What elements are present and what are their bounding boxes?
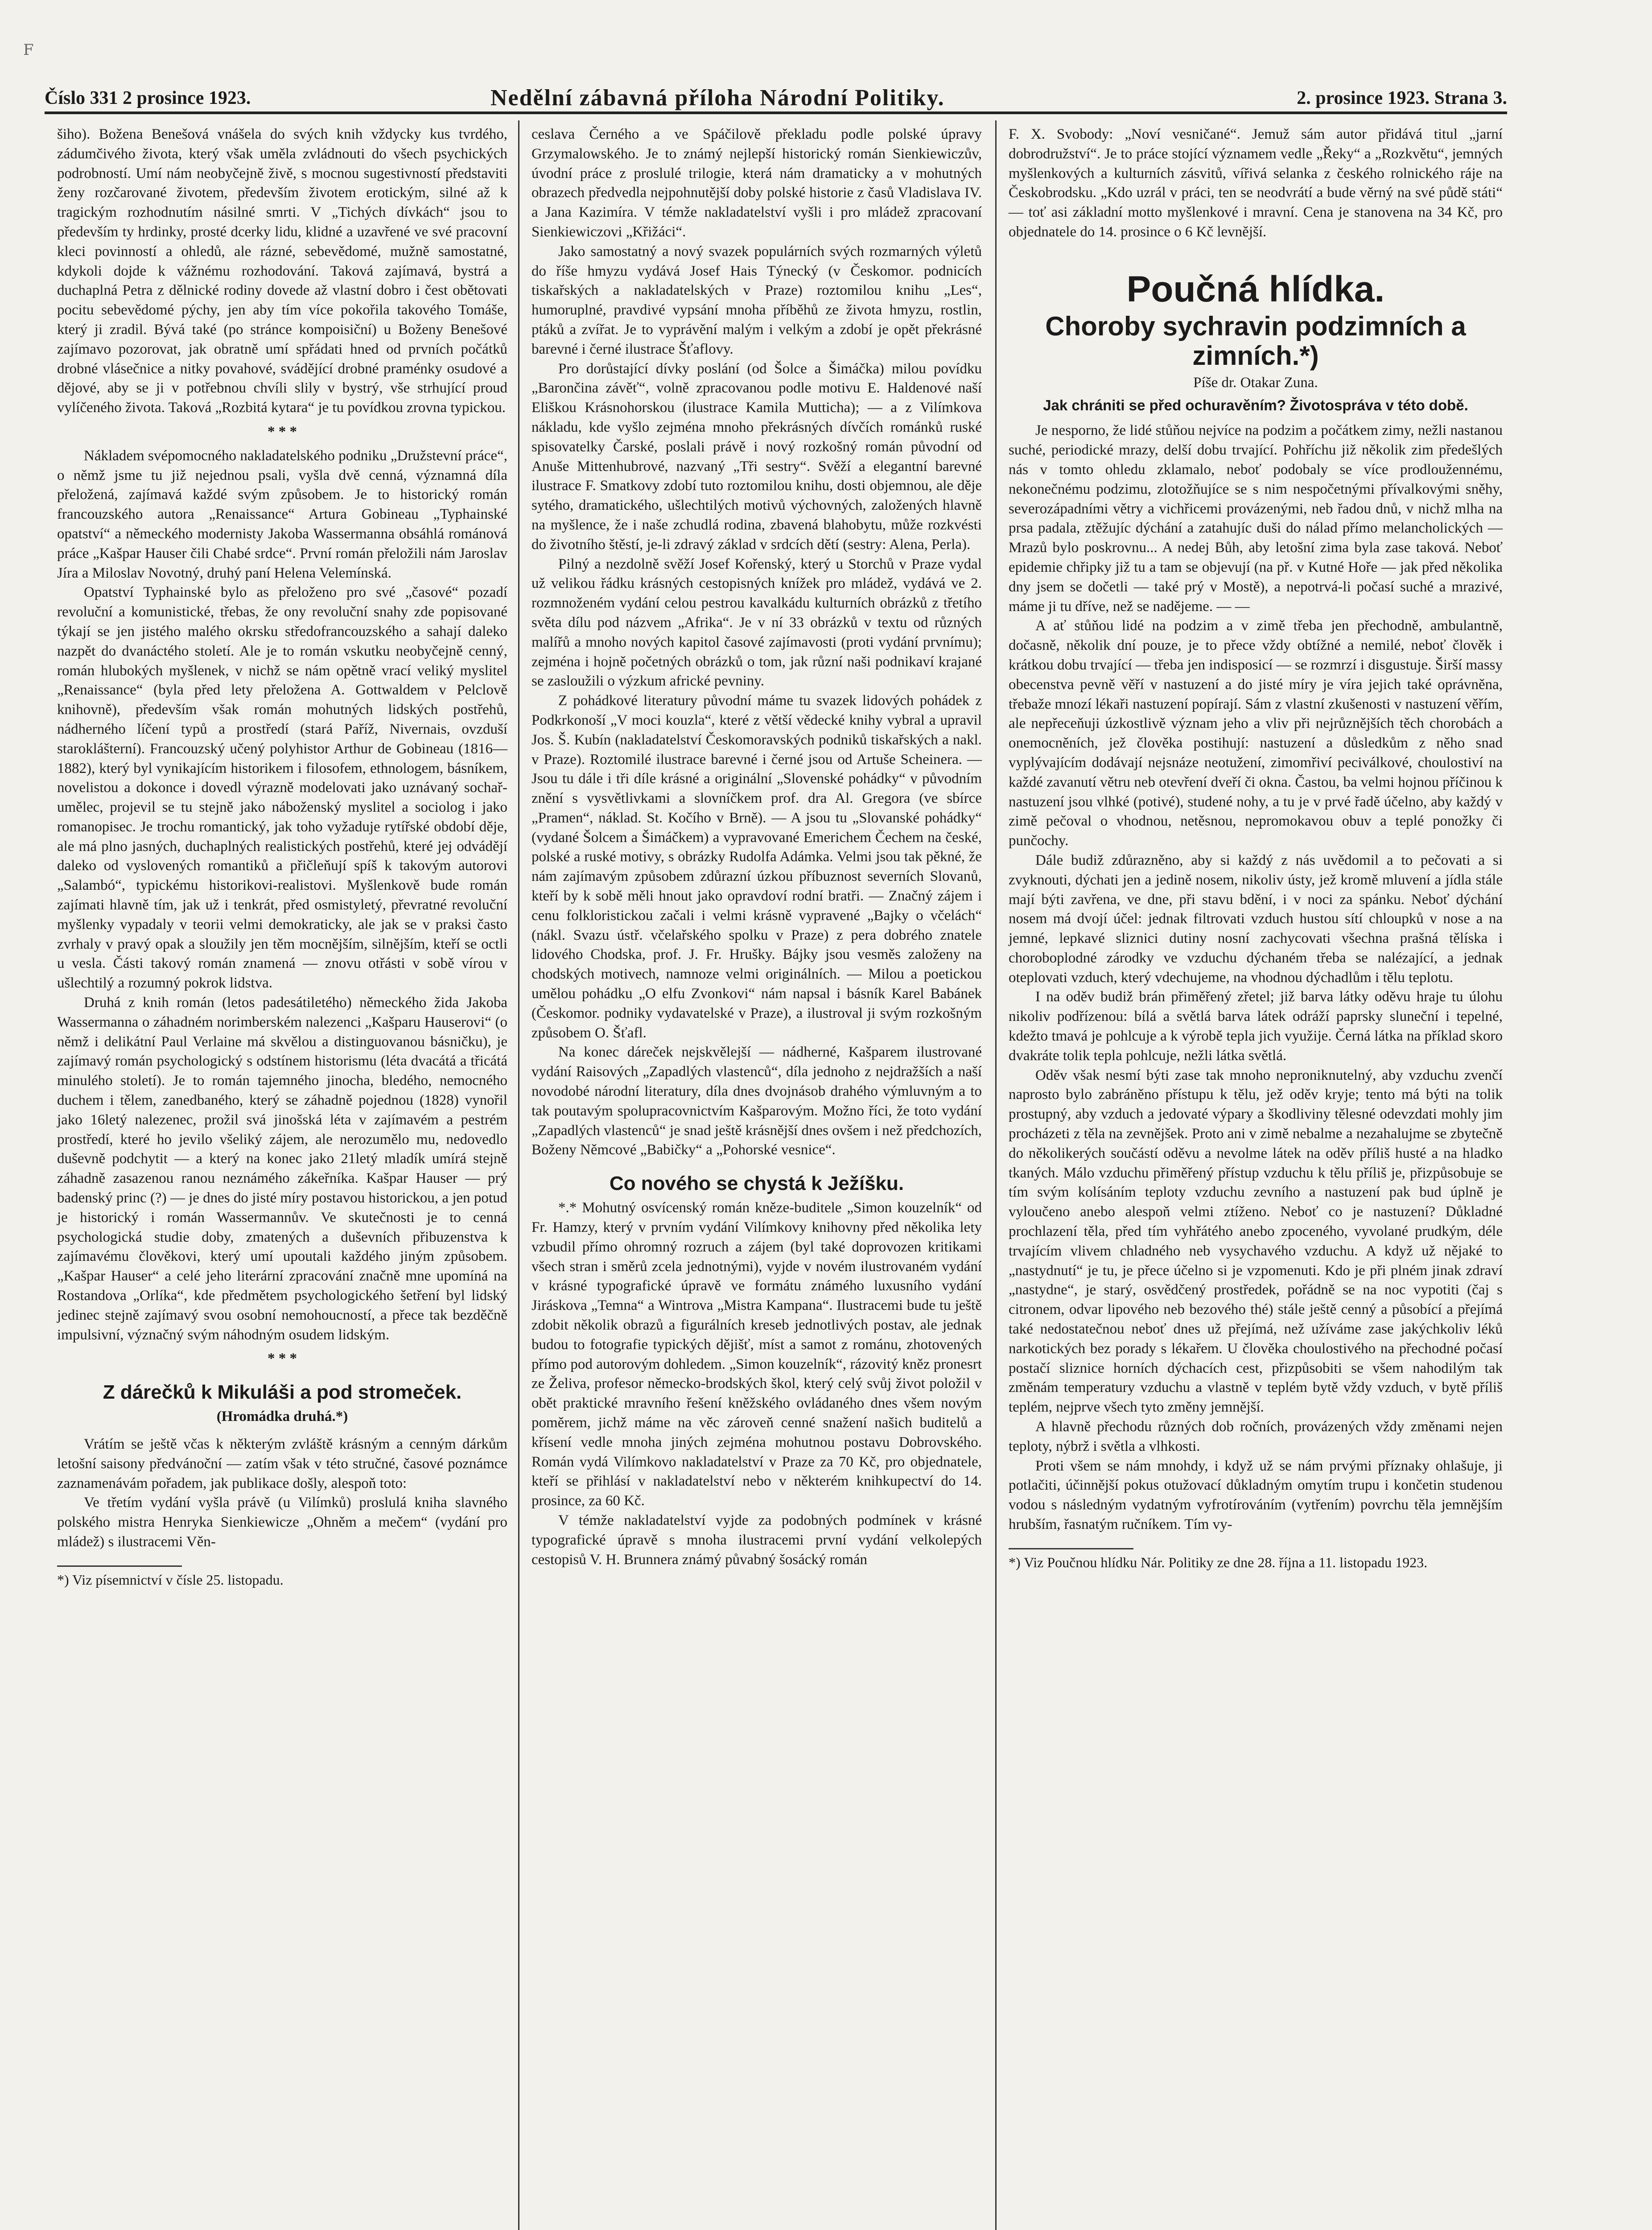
- paragraph: Dále budiž zdůrazněno, aby si každý z nás uvědomil a to pečovati a si zvyknouti, dýchati jen a jedině nosem, nikoliv ústy, jež kromě mluvení a jídla stále mají býti zavřena, ve dne, při stavu bdění, i v noci za spánku. Neboť dýchání nosem má dvojí účel: jednak filtrovati vzduch hustou sítí chloupků v nose a na jemné, lepkavé sliznici dutiny nosní zachycovati všechna prašná tělíska i choroboplodné zárodky ve vzduchu dýchaném třeba se nalézající, a jednak oteplovati vzduch, který vdechujeme, na vhodnou dýchadlům i tělu teplotu.: [1009, 852, 1503, 986]
- footnote-rule: [1009, 1548, 1133, 1549]
- section-separator: * * *: [268, 423, 297, 440]
- issue-number: Číslo 331 2 prosince 1923.: [45, 88, 251, 108]
- paragraph: Jako samostatný a nový svazek populárních svých rozmarných výletů do říše hmyzu vydává Josef Hais Týnecký (v Českomor. podnicích tiskařských a nakladatelských v Praze) roztomilou knihu „Les“, humoruplné, pravdivé vypsání mnoha příběhů ze života hmyzu, rostlin, ptáků a zvířat. Je to vyprávění malým i velkým a zdobí je opět překrásné barevné i černé ilustrace Šťaflovy.: [531, 243, 982, 357]
- footnote: *) Viz písemnictví v čísle 25. listopadu.: [57, 1571, 284, 1588]
- paragraph: ceslava Černého a ve Spáčilově překladu podle polské úpravy Grzymalowského. Je to známý nejlepší historický román Sienkiewiczův, úvodní práce z proslulé trilogie, která nám dramaticky a v mohutných obrazech předvedla nejpohnutější doby polské historie z časů Vladislava IV. a Jana Kazimíra. V témže nakladatelství vyšli i pro mládež zpracovaní Sienkiewiczovi „Křižáci“.: [531, 126, 982, 240]
- column-2: [531, 125, 982, 1569]
- paragraph: Na konec dáreček nejskvělejší — nádherné, Kašparem ilustrované vydání Raisových „Zapadlých vlastenců“, díla jednoho z nejdražších a naší novodobé národní literatury, díla dnes dvojnásob drahého výmluvným a to tak poutavým spolupracovnictvím Kašparovým. Možno říci, že toto vydání „Zapadlých vlastenců“ je snad ještě krásnější dnes ovšem i než předchozích, Boženy Němcové „Babičky“ a „Pohorské vesnice“.: [531, 1044, 982, 1158]
- margin-mark: F: [23, 41, 34, 59]
- paragraph: Opatství Typhainské bylo as přeloženo pro své „časové“ pozadí revoluční a komunistické, třebas, že ony revoluční snahy zde popisované týkají se jen jistého malého okrsku středofrancouzského a sahají daleko nazpět do dvanáctého století. Ale je to román vskutku neobyčejně cenný, román hlubokých myšlenek, v nichž se nám opětně vrací veliký myslitel „Renaissance“ (byla před lety přeložena A. Gottwaldem v Pelclově knihovně), především však román mohutných lidských postřehů, nádherného líčení typů a prostředí (stará Paříž, Nivernais, ovzduší staroklášterní). Francouzský učený polyhistor Arthur de Gobineau (1816—1882), který byl vynikajícím historikem i filosofem, ethnologem, básníkem, novelistou a dokonce i dovedl výrazně modelovati jako uznávaný sochař-umělec, projevil se tu stejně jako náboženský myslitel a sociolog i jako romanopisec. Je trochu romantický, jak toho vyžaduje rytířské období děje, ale má plno jasných, duchaplných realistických postřehů, které jej odvádějí daleko od vyslovených romantiků a přičleňují spíš k takovým autorovi „Salambó“, typickému historikovi-realistovi. Myšlenkově bude román zajímati hlavně tím, jak už i tenkrát, před osmistyletý, převratné revoluční myšlenky vypadaly v teorii velmi demokraticky, ale jak se v praksi často zvrhaly v pravý opak a sloužily jen těm mocnějším, silnějším, kteří se octli u vesla. Části takový román znamená — znovu otřásti v sobě vírou v ušlechtilý a rozumný pokrok lidstva.: [57, 584, 507, 991]
- paragraph: Oděv však nesmí býti zase tak mnoho neproniknutelný, aby vzduchu zvenčí naprosto bylo zabráněno přístupu k tělu, jež oděv kryje; tento má býti na tolik prostupný, aby vzduch a jedovaté výpary a škodliviny tělesné odevzdati mohly jim procházeti z těla na zevnějšek. Proto ani v zimě nebalme a nezahalujme se zbytečně do několikerých součástí oděvu a nevolme látek na oděv příliš husté a na hladko tkaných. Málo vzduchu přiměřený přístup vzduchu k tělu příliš je, přizpůsobuje se tím svým kolísáním teploty vzduchu zevního a nastuzení pak bud úplně je vyloučeno anebo alespoň velmi ztíženo. Neboť co je nastuzení? Důkladné prochlazení těla, před tím vyhřátého anebo zpoceného, vyvolané prudkým, déle trvajícím vlivem chladného neb vysychavého vzduchu. A když už nějaké to „nastydnutí“ je tu, je přece účelno si je vzpomenuti. Kdo je při plném jinak zdraví „nastydne“, je starý, osvědčený prostředek, pořádně se na noc vypotiti (čaj s citronem, odvar lipového neb bezového thé) stále ještě cenný a působící a přejímá také nedostatečnou neboť dnes už přejímá, než užíváme zase jakýchkoliv léků narkotických bez porady s lékařem. U člověka choulostivého na přechodné počasí postačí sliznice horních dýchacích cest, přizpůsobiti se všem nahodilým tak změnám temperatury vzduchu a vlastně v teplém bytě vždy vzduch, v bytě příliš teplém, nejprve všech tyto změny jemnější.: [1009, 1067, 1503, 1416]
- paragraph: F. X. Svobody: „Noví vesničané“. Jemuž sám autor přidává titul „jarní dobrodružství“. Je to práce stojící významem vedle „Řeky“ a „Rozkvětu“, jemných myšlenkových a kulturních zásvitů, vířivá selanka z českého rolnického ráje na Českobrodsku. „Kdo uzrál v práci, ten se neodvrátí a bude věrný na své půdě státi“ — toť asi základní motto myšlenkové i mravní. Cena je stanovena na 34 Kč, pro objednatele do 14. prosince o 6 Kč levnější.: [1009, 126, 1503, 240]
- paragraph: I na oděv budiž brán přiměřený zřetel; již barva látky oděvu hraje tu úlohu nikoliv podřízenou: bílá a světlá barva látek odráží paprsky sluneční i tepelné, kdežto tmavá je pohlcuje a k výrobě tepla jich využije. Černá látka na příklad skoro dvakráte tolik tepla pohlcuje, nežli látka světlá.: [1009, 989, 1503, 1064]
- paragraph: Pilný a nezdolně svěží Josef Kořenský, který u Storchů v Praze vydal už velikou řádku krásných cestopisných knížek pro mládež, vydává ve 2. rozmnoženém vydání celou pestrou kavalkádu kulturních obrázků z třetího světa dílu pod názvem „Afrika“. Je v ní 33 obrázků v textu od různých malířů a mnoho nových kapitol časové zajímavosti (proti vydání prvnímu); zejména i hojně početných obrázků o tom, jak různí naši podnikaví krajané se zasloužili o výzkum africké pevniny.: [531, 556, 982, 690]
- paragraph: Je nesporno, že lidé stůňou nejvíce na podzim a počátkem zimy, nežli nastanou suché, periodické mrazy, delší dobu trvající. Pohříchu již několik zim předešlých nás v tomto ohledu zklamalo, neboť podobaly se více prodloužennému, nekonečnému podzimu, zlotožňujíce se s nim nespočetnými přívalkovými sněhy, severozápadními větry a vichřicemi provázenými, neb řadou dnů, v nichž mlha na prsa padala, ztěžujíc dýchání a zatahujíc duši do nálad přímo melancholických — Mrazů bylo poskrovnu... A nedej Bůh, aby letošní zima byla zase taková. Neboť epidemie chřipky již tu a tam se objevují (na př. v Kutné Hoře — jak před několika dny jsem se dočetli — také prý v Mostě), a nepotrvá-li počasí suché a mrazivé, máme ji tu dříve, než se nadějeme. — —: [1009, 422, 1503, 615]
- column-3: [1009, 125, 1503, 1572]
- paragraph: Ve třetím vydání vyšla právě (u Vilímků) proslulá kniha slavného polského mistra Henryka Sienkiewicze „Ohněm a mečem“ (vydání pro mládež) s ilustracemi Věn-: [57, 1495, 507, 1550]
- article-subtitle: (Hromádka druhá.*): [216, 1408, 348, 1425]
- article-heading: Choroby sychravin podzimních a zimních.*): [1045, 311, 1466, 371]
- paragraph: Druhá z knih román (letos padesátiletého) německého žida Jakoba Wassermanna o záhadném norimberském nalezenci „Kašparu Hauserovi“ (o němž i delikátní Paul Verlaine má skvělou a distinguovanou básničku), je zajímavý román psychologický s odstínem historismu (léta dvacátá a třicátá minulého století). Je to román tajemného jinocha, bledého, nemocného duchem i tělem, zanedbaného, který se záhadně pojednou (1828) vynořil jako 16letý nalezenec, prožil svá jinošská léta v zajímavém a pestrém prostředí, které ho jevilo všeliký zájem, ale nerozumělo mu, nedovedlo duševně podchytit — a který na konec jako 21letý mladík umírá stejně záhadně zasazenou ranou neznámého zákeřníka. Kašpar Hauser — prý badenský princ (?) — je dnes do jisté míry postavou historickou, a jen potud je historický i román Wassermannův. Ve skutečnosti je to cenná psychologická studie doby, zmatených a duševních přibuzenstva k zajímavému člověkovi, který umí upoutali každého jiným způsobem. „Kašpar Hauser“ a celé jeho literární zpracování značně mne upomíná na Rostandova „Orlíka“, kde předmětem psychologického šetření byl lidský jedinec stejně zajímavý svou osobní nemohoucností, a přece tak bezděčně impulsivní, význačný svým náhodným osudem lidským.: [57, 995, 507, 1343]
- column-divider: [995, 120, 997, 2230]
- paragraph: A hlavně přechodu různých dob ročních, provázených vždy změnami nejen teploty, nýbrž i světla a vlhkosti.: [1009, 1419, 1503, 1454]
- paragraph: Proti všem se nám mnohdy, i když už se nám prvými příznaky ohlašuje, ji potlačiti, účinnější pokus otužovací důkladným omytím trupu i končetin studenou vodou s následným vydatným vyfrotírováním (vytřením) povrchu těla jemnějším hrubším, řasnatým ručníkem. Tím vy-: [1009, 1458, 1503, 1532]
- paragraph: Nákladem svépomocného nakladatelského podniku „Družstevní práce“, o němž jsme tu již nejednou psali, vyšla dvě cenná, významná díla přeložená, zajímavá každé svým způsobem. Je to historický román francouzského autora „Renaissance“ Artura Gobineau „Typhainské opatství“ a německého modernisty Jakoba Wassermanna obsáhlá románová práce „Kašpar Hauser čili Chabé srdce“. První román přeložili nám Jaroslav Jíra a Miloslav Novotný, druhý paní Helena Velemínská.: [57, 447, 507, 581]
- paragraph: šiho). Božena Benešová vnášela do svých knih vždycky kus tvrdého, zádumčivého života, který však uměla zvládnouti do všech psychických podrobností. Umí nám neobyčejně živě, s mocnou sugestivností představiti ženy rozčarované životem, především životem erotickým, silné až k tragickým rozhodnutím násilné smrti. V „Tichých dívkách“ jsou to především ty hrdinky, prosté dcerky lidu, klidné a uzavřené ve své pracovní kleci povinností a ohledů, ale rázné, sebevědomé, mužně samostatné, kdykoli dojde k vážnému rozhodování. Taková zajímavá, bystrá a duchaplná Petra z dělnické rodiny dovede až vlastní dobro i čest obětovati pocitu sebevědomé pýchy, jen aby tím více pokořila takového Tomáše, který ji zradil. Bývá také (po stránce kompoisiční) u Boženy Benešové zajímavo pozorovat, jak obratně umí spřádati hned od prvních počátků drobné vlásečnice a nitky povahové, svádějící drobné praménky osudové a dějové, aby se ji v potřebnou chvíli slily v bystrý, vše strhující proud vylíčeného života. Taková „Rozbitá kytara“ je tu povídkou zrovna typickou.: [57, 126, 507, 416]
- footnote: *) Viz Poučnou hlídku Nár. Politiky ze dne 28. října a 11. listopadu 1923.: [1009, 1554, 1428, 1570]
- footnote-rule: [57, 1565, 182, 1567]
- page-number: 2. prosince 1923. Strana 3.: [1297, 88, 1507, 108]
- article-heading: Co nového se chystá k Ježíšku.: [609, 1173, 904, 1195]
- article-subheading: Jak chrániti se před ochuravěním? Životospráva v této době.: [1043, 396, 1468, 413]
- article-author: Píše dr. Otakar Zuna.: [1193, 374, 1318, 391]
- column-1: [57, 125, 507, 1589]
- paragraph: Pro dorůstající dívky poslání (od Šolce a Šimáčka) milou povídku „Barončina závěť“, volně zpracovanou podle motivu E. Haldenové naší Eliškou Krásnohorskou (ilustrace Kamila Mutticha); — a z Vilímkova nákladu, kde vyšlo zejména mnoho překrásných dívčích románků ruské spisovatelky Čarské, poslali právě i nový rozkošný román původní od Anuše Mittenhubrové, nazvaný „Tři sestry“. Svěží a elegantní barevné ilustrace F. Smatkovy zdobí tuto roztomilou knihu, dosti objemnou, ale děje sytého, dramatického, ušlechtilých motivů výchovných, založených hlavně na myšlence, že i naše zchudlá rodina, zbavená blahobytu, může rozkvésti do životního štěstí, je-li zdravý základ v srdcích dětí (sestry: Alena, Perla).: [531, 360, 982, 553]
- section-title: Poučná hlídka.: [1126, 268, 1385, 310]
- column-divider: [518, 120, 519, 2230]
- paragraph: *.* Mohutný osvícenský román kněze-buditele „Simon kouzelník“ od Fr. Hamzy, který v prvním vydání Vilímkovy knihovny před několika lety vzbudil přímo ohromný rozruch a zájem (byl také doprovozen kritikami všech stran i směrů zcela jednotnými), vyjde v novém ilustrovaném vydání v krásné typografické úpravě ve formátu známého luxusního vydání Jiráskova „Temna“ a Wintrova „Mistra Kampana“. Ilustracemi bude tu ještě zdobit několik obrazů a figurálních kreseb jednotlivých postav, ale jednak budou to fotografie typických dějišť, míst a samot z románu, zhotovených přímo pod autorovým dohledem. „Simon kouzelník“, rázovitý kněz pronesrt ze Želiva, profesor německo-brodských škol, který celý svůj život položil v obět praktické mravního řešení kněžského ovládaného dnes všem novým poměrem, jichž máme na věc zároveň cenné snažení našich buditelů a křísení vedle mnoha jiných zejména mohutnou postavu Dobrovského. Román vydá Vilímkovo nakladatelství v Praze za 70 Kč, pro objednatele, kteří se přihlásí v nakladatelství nebo v některém knihkupectví do 14. prosince, za 60 Kč.: [531, 1200, 982, 1509]
- paragraph: Vrátím se ještě včas k některým zvláště krásným a cenným dárkům letošní saisony předvánoční — zatím však v této stručné, časové poznámce zaznamenávám pořadem, jak publikace došly, alespoň toto:: [57, 1436, 507, 1491]
- section-separator: * * *: [268, 1350, 297, 1367]
- page-header: [45, 85, 1507, 114]
- paragraph: Z pohádkové literatury původní máme tu svazek lidových pohádek z Podkrkonoší „V moci kouzla“, které z větší vědecké knihy vybral a upravil Jos. Š. Kubín (nakladatelství Českomoravských podniků tiskařských a nakl. v Praze). Roztomilé ilustrace barevné i černé jsou od Artuše Scheinera. — Jsou tu dále i tři díle krásné a originální „Slovenské pohádky“ v původním znění s vysvětlivkami a slovníčkem prof. dra Al. Gregora (ve sbírce „Pramen“, náklad. St. Kočího v Brně). — A jsou tu „Slovanské pohádky“ (vydané Šolcem a Šimáčkem) a vypravované Emerichem Čechem na české, polské a ruské motivy, s obrázky Rudolfa Adámka. Velmi jsou tak pěkné, že nám zajímavým způsobem zdůrazní úzkou příbuznost severních Slovanů, kteří by k sobě měli hnout jako opravdoví rodní bratři. — Značný zájem i cenu folkloristickou začali i velmi krásně vypravené „Bajky o včelách“ (nákl. Svazu ústř. včelařského spolku v Praze) z pera dobrého znatele lidového Chodska, prof. J. Fr. Hrušky. Bájky jsou vesměs založeny na chodských motivech, namnoze velmi originálních. — Milou a poetickou umělou pohádku „O elfu Zvonkovi“ nám napsal i básník Karel Babánek (Českomor. podniky vydavatelské v Praze), a ilustroval ji svým rozkošným způsobem O. Šťafl.: [531, 693, 982, 1041]
- publication-title: Nedělní zábavná příloha Národní Politiky.: [490, 85, 945, 111]
- paragraph: V témže nakladatelství vyjde za podobných podmínek v krásné typografické úpravě s mnoha ilustracemi první vydání velkolepých cestopisů V. H. Brunnera známý půvabný šosácký román: [531, 1512, 982, 1568]
- article-heading: Z dárečků k Mikuláši a pod stromeček.: [103, 1381, 462, 1404]
- paragraph: A ať stůňou lidé na podzim a v zimě třeba jen přechodně, ambulantně, dočasně, několik dní pouze, je to přece vždy obtížné a nemilé, neboť člověk i krátkou dobu trvající — třeba jen indisposicí — se rozmrzí i disgustuje. Širší massy obecenstva pevně věří v nastuzení a do jisté míry je víra jejich také oprávněna, třebaže mnozí lékaři nastuzení popírají. Sám z vlastní zkušenosti v nastuzení věřím, ale nepřeceňuji úzkostlivě význam jeho a vliv při nejrůznějších těch chorobách a onemocněních, jež člověka postihují: nastuzení a důsledkům z něho snad vyplývajícím dodávají nejsnáze neotužení, zimomřiví peciválkové, choulostiví na každé zavanutí větru neb otevření dveří či okna. Častou, ba velmi hojnou příčinou k nastuzení jsou vlhké (potivé), studené nohy, a tu je v prvé řadě účelno, aby každý v zimě pečoval o vhodnou, netěsnou, nepromokavou obuv a teplé ponožky či punčochy.: [1009, 618, 1503, 849]
